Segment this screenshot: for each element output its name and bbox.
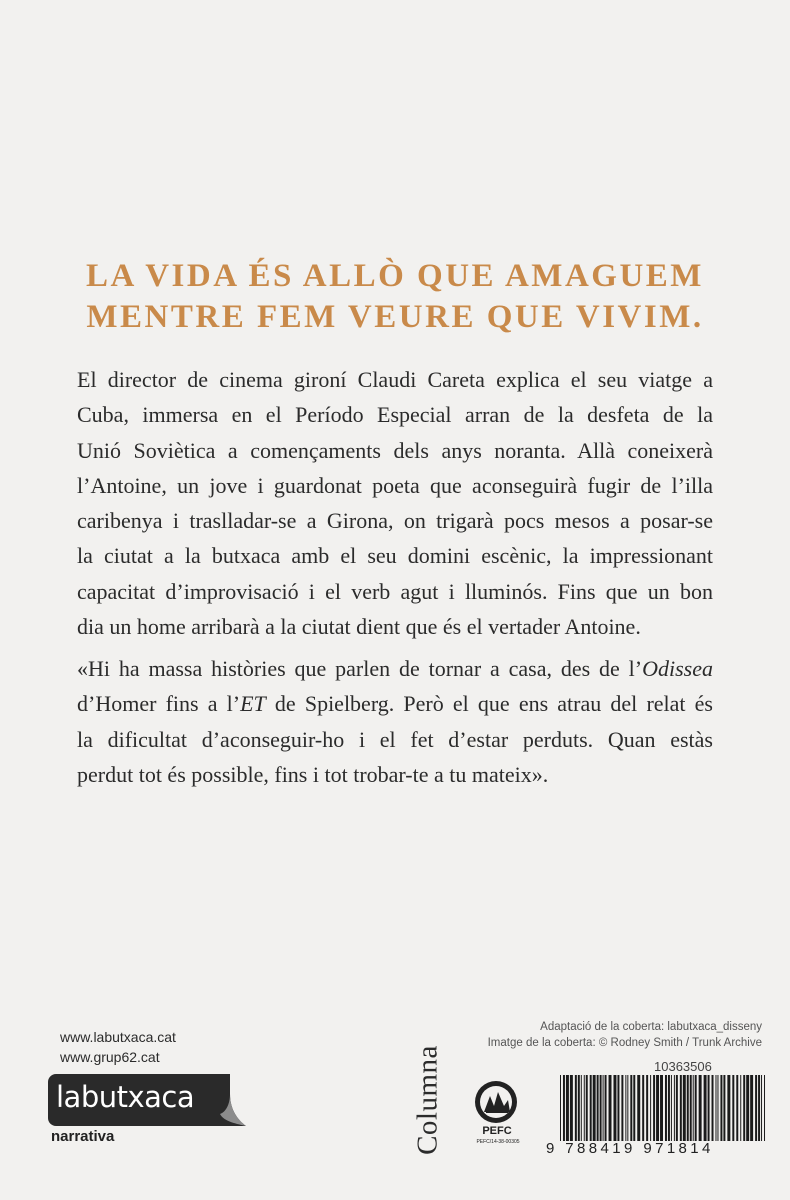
quote-title-et: ET (240, 691, 266, 717)
credit-image: Imatge de la coberta: © Rodney Smith / Trunk Archive (487, 1037, 762, 1049)
quote-text: de Spielberg. Però el que ens atrau del relat és (265, 691, 713, 717)
barcode-bar (695, 1075, 697, 1141)
barcode-bar (758, 1075, 760, 1141)
labutxaca-logo (48, 1074, 244, 1126)
barcode-bar (715, 1075, 716, 1141)
barcode-bar (605, 1075, 607, 1141)
cover-credits (488, 1019, 762, 1051)
barcode-bar (566, 1075, 569, 1141)
barcode-bar (683, 1075, 686, 1141)
logo-label: labutxaca (56, 1080, 195, 1114)
barcode-bar (750, 1075, 753, 1141)
barcode (560, 1075, 766, 1141)
barcode-bar (621, 1075, 623, 1141)
barcode-bar (597, 1075, 599, 1141)
barcode-bar (660, 1075, 663, 1141)
barcode-bar (653, 1075, 655, 1141)
headline-line-1: LA VIDA ÉS ALLÒ QUE AMAGUEM (86, 258, 704, 294)
collection-label: narrativa (51, 1128, 115, 1145)
barcode-bar (764, 1075, 765, 1141)
barcode-bar (743, 1075, 745, 1141)
barcode-bar (687, 1075, 689, 1141)
barcode-bar (740, 1075, 741, 1141)
barcode-bar (665, 1075, 667, 1141)
synopsis-line: dia un home arribarà a la ciutat dient que és el vertader Antoine. (77, 614, 641, 640)
barcode-bar (699, 1075, 702, 1141)
barcode-bar (578, 1075, 580, 1141)
quote-text: «Hi ha massa històries que parlen de tornar a casa, des de l’ (77, 656, 643, 681)
quote-line-1 (77, 651, 713, 686)
synopsis-line: caribenya i traslladar-se a Girona, on trigarà pocs mesos a posar-se (77, 508, 713, 534)
barcode-bar (637, 1075, 640, 1141)
barcode-bar (603, 1075, 604, 1141)
isbn-number: 9 788419 971814 (546, 1140, 714, 1157)
pefc-code: PEFC/14-38-00305 (476, 1139, 520, 1145)
barcode-bar (593, 1075, 596, 1141)
headline (0, 256, 790, 338)
website-link-labutxaca: www.labutxaca.cat (60, 1029, 176, 1045)
barcode-bar (755, 1075, 757, 1141)
quote-title-odissea: Odissea (642, 656, 713, 681)
barcode-bar (642, 1075, 644, 1141)
quote-paragraph (77, 651, 713, 792)
pefc-label: PEFC (482, 1125, 512, 1137)
barcode-bar (625, 1075, 626, 1141)
barcode-bar (646, 1075, 648, 1141)
barcode-bar (736, 1075, 738, 1141)
barcode-bar (627, 1075, 628, 1141)
barcode-bar (746, 1075, 749, 1141)
quote-line-4: perdut tot és possible, fins i tot trobar-te a tu mateix». (77, 761, 549, 787)
publisher-logo: Columna (411, 1045, 444, 1155)
barcode-bar (704, 1075, 707, 1141)
barcode-bar (717, 1075, 718, 1141)
barcode-bar (570, 1075, 573, 1141)
barcode-bar (590, 1075, 592, 1141)
barcode-bar (630, 1075, 632, 1141)
barcode-bar (693, 1075, 694, 1141)
barcode-bar (674, 1075, 675, 1141)
barcode-bar (586, 1075, 588, 1141)
barcode-bar (617, 1075, 619, 1141)
barcode-bar (584, 1075, 585, 1141)
synopsis-paragraph (77, 362, 713, 644)
quote-line-3: la dificultat d’aconseguir-ho i el fet d’estar perduts. Quan estàs (77, 726, 713, 752)
barcode-bar (633, 1075, 635, 1141)
barcode-bar (708, 1075, 710, 1141)
barcode-bar (732, 1075, 734, 1141)
barcode-bar (575, 1075, 577, 1141)
headline-line-2: MENTRE FEM VEURE QUE VIVIM. (86, 299, 704, 335)
quote-line-2 (77, 686, 713, 721)
credit-design: Adaptació de la coberta: labutxaca_disseny (540, 1021, 762, 1033)
barcode-bar (690, 1075, 692, 1141)
synopsis-line: Unió Soviètica a començaments dels anys noranta. Allà coneixerà (77, 437, 713, 463)
barcode-bar (560, 1075, 561, 1141)
synopsis-line: capacitat d’improvisació i el verb agut i lluminós. Fins que un bon (77, 578, 713, 604)
barcode-bar (563, 1075, 565, 1141)
barcode-bar (671, 1075, 672, 1141)
barcode-bar (600, 1075, 602, 1141)
barcode-bar (581, 1075, 582, 1141)
barcode-bar (720, 1075, 722, 1141)
barcode-bar (680, 1075, 682, 1141)
website-links (60, 1027, 176, 1067)
quote-text: d’Homer fins a l’ (77, 691, 241, 717)
synopsis-line: El director de cinema gironí Claudi Careta explica el seu viatge a (77, 367, 713, 392)
barcode-bar (761, 1075, 762, 1141)
synopsis-line: l’Antoine, un jove i guardonat poeta que aconseguirà fugir de l’illa (77, 472, 713, 498)
synopsis-line: la ciutat a la butxaca amb el seu domini escènic, la impressionant (77, 543, 713, 569)
page-curl-icon (216, 1074, 246, 1126)
barcode-bar (676, 1075, 678, 1141)
barcode-bar (650, 1075, 651, 1141)
barcode-bar (668, 1075, 670, 1141)
product-code: 10363506 (654, 1059, 712, 1074)
website-link-grup62: www.grup62.cat (60, 1049, 160, 1065)
barcode-bar (727, 1075, 730, 1141)
barcode-bar (613, 1075, 616, 1141)
barcode-bar (723, 1075, 725, 1141)
synopsis-line: Cuba, immersa en el Período Especial arran de la desfeta de la (77, 402, 713, 428)
barcode-bar (712, 1075, 714, 1141)
barcode-bar (609, 1075, 612, 1141)
barcode-bar (656, 1075, 659, 1141)
